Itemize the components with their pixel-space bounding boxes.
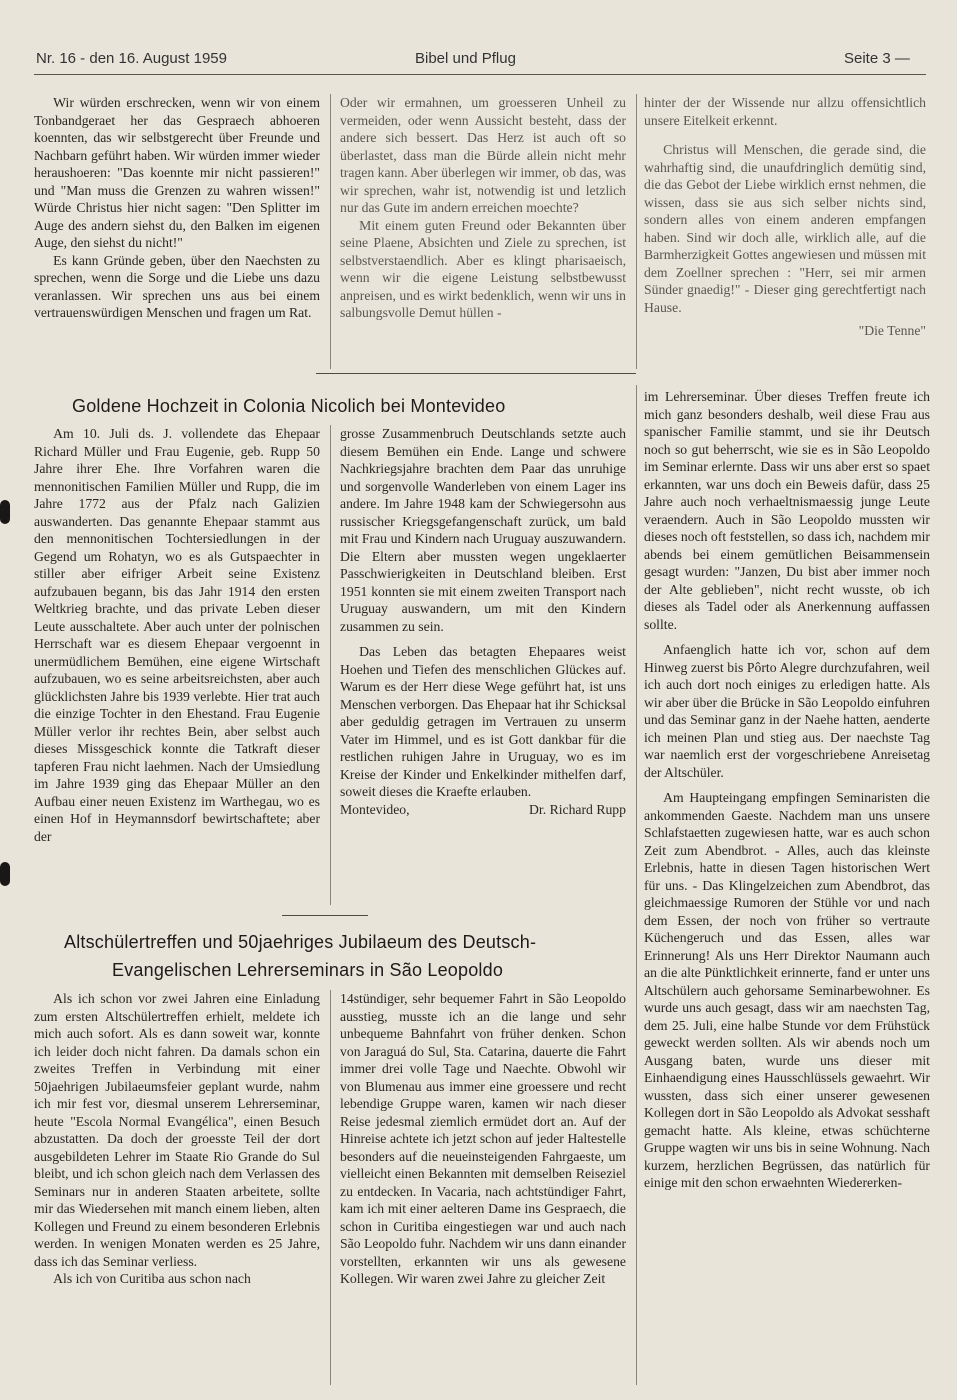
top-article-col2 — [340, 94, 626, 374]
paragraph: Es kann Gründe geben, über den Naechsten zu sprechen, wenn die Sorge und die Liebe uns dazu veranlassen. Wir sprechen uns aus bei einem vertrauenswürdigen Menschen und fragen um Rat. — [34, 252, 320, 320]
column-divider — [330, 990, 331, 1385]
article2-col1 — [34, 425, 320, 911]
article-headline-line1: Altschülertreffen und 50jaehriges Jubilaeum des Deutsch- — [64, 932, 537, 952]
paragraph: Wir würden erschrecken, wenn wir von einem Tonbandgeraet her das Gespraech abhoeren koennten, das wir selbstgerecht über Freunde und Nachbarn geführt haben. Wir würden immer wieder heraushoeren: "Das koennte mir nicht passieren!" und "Man muss die Grenzen zu wahren wissen!" Würde Christus hier nicht sagen: "Den Splitter im Auge des andern siehst du, den Balken im eigenen Auge, den siehst du nicht!" — [34, 95, 320, 250]
paragraph: Oder wir ermahnen, um groesseren Unheil zu vermeiden, oder wenn Aussicht besteht, dass der andere sich bessert. Das Herz ist auch oft so überlastet, dass man die Bürde allein nicht mehr tragen kann. Aber überlegen wir immer, ob das, was wir sprechen, wahr ist, notwendig ist und letzlich nur das Gute im andern erreichen moechte? — [340, 95, 626, 215]
paragraph: Am 10. Juli ds. J. vollendete das Ehepaar Richard Müller und Frau Eugenie, geb. Rupp 50 Jahre ihrer Ehe. Ihre Vorfahren waren die mennonitischen Familien Müller und Rupp, die im Jahre 1772 aus der Pfalz nach Galizien auswanderten. Das genannte Ehepaar stammt aus den mennonitischen Tochtersiedlungen in der Gegend um Rohatyn, wo es als Gutspaechter in stiller aber eifriger Arbeit seine Existenz aufzubauen begann, bis das Jahr 1914 den ersten Weltkrieg brachte, und das private Leben dieser Leute ausschaltete. Aber auch unter der polnischen Herrschaft war es diesem Ehepaar vergoennt in unermüdlichem Bemühen, eine eigene Wirtschaft aufzubauen, wo es seine arbeitsreichsten, aber auch glücklichsten Jahre bis 1939 verlebte. Hier trat auch die einzige Tochter in den Ehestand. Frau Eugenie Müller verlor ihr rechtes Bein, aber selbst auch dieses Missgeschick konnte die Tatkraft dieser tapferen Frau nicht laehmen. Nach der Umsiedlung im Jahre 1939 ging das Ehepaar Müller an den Aufbau einer neuen Existenz im Warthegau, wo es einen Hof in Heymannsdorf bewirtschaftete; aber der — [34, 426, 320, 844]
article3-col3 — [644, 388, 930, 1388]
top-article-col1 — [34, 94, 320, 374]
top-article-col3 — [644, 94, 926, 374]
article-separator — [282, 915, 368, 916]
paragraph: Am Haupteingang empfingen Seminaristen die ankommenden Gaeste. Nachdem man uns unsere Schlafstaetten zugewiesen hatte, war es auch schon Zeit zum Abendbrot. - Alles, auch das kleinste Erlebnis, hatte in diesen Tagen historischen Wert für uns. - Das Klingelzeichen zum Abendbrot, das gleichmaessige Rumoren der Stühle vor und nach dem Essen, der noch von früher so vertraute Küchengeruch und das Essen, alles war Erinnerung! Als uns Herr Direktor Naumann auch an die alte Pünktlichkeit erinnerte, fand er unter uns Altschülern auch gehorsame Seminarbewohner. Es wurde uns auch gesagt, dass wir am naechsten Tag, dem 25. Juli, eine halbe Stunde vor dem Frühstück geweckt werden sollten. Als wir abends noch um Ausgang baten, wurde uns dieser mit Einhaendigung eines Hausschlüssels gewaehrt. Wir wussten, dass sich einer unserer gewesenen Kollegen dort in São Leopoldo als Advokat sesshaft gemacht hatte. Als kleine, etwas schüchterne Gruppe wagten wir uns bis in seine Wohnung. Nach kurzem, herzlichen Begrüssen, das natürlich für einige mit den schon erwaehnten Wiedererken- — [644, 790, 930, 1190]
author: Dr. Richard Rupp — [529, 801, 626, 817]
column-divider — [636, 94, 637, 369]
article-headline-line2: Evangelischen Lehrerseminars in São Leopoldo — [112, 960, 504, 980]
article3-col1 — [34, 990, 320, 1390]
issue-number: Nr. 16 - den 16. August 1959 — [36, 50, 227, 67]
place: Montevideo, — [340, 801, 410, 817]
paragraph: Christus will Menschen, die gerade sind, die wahrhaftig sind, die unaufdringlich demütig sind, die das Gebot der Liebe wirklich ernst nehmen, die wissen, dass sie aus sich selber nichts sind, sondern alles von einem anderen empfangen haben. Sind wir doch alle, wirklich alle, auf die Barmherzigkeit Gottes angewiesen und müssen mit dem Zoellner sprechen : "Herr, sei mir armen Sünder gnaedig!" - Dieser ging gerechtfertigt nach Hause. — [644, 142, 926, 315]
paragraph: Mit einem guten Freund oder Bekannten über seine Plaene, Absichten und Ziele zu sprechen, ist selbstverstaendlich. Aber es klingt pharisaeisch, wenn wir die eigene Leistung selbstbewusst anpreisen, und es wirkt bedenklich, wenn wir uns in salbungsvolle Demut hüllen - — [340, 217, 626, 320]
article-separator — [316, 373, 636, 374]
paragraph: hinter der der Wissende nur allzu offensichtlich unsere Eitelkeit erkennt. — [644, 95, 926, 128]
source-credit: "Die Tenne" — [858, 323, 926, 338]
column-divider — [330, 425, 331, 905]
binder-hole — [0, 862, 10, 886]
newspaper-title: Bibel und Pflug — [415, 50, 516, 67]
article2-col2 — [340, 425, 626, 911]
header-rule — [34, 74, 926, 75]
paragraph: im Lehrerseminar. Über dieses Treffen freute ich mich ganz besonders deshalb, weil diese Frau aus spanischer Familie stammt, und sie ihr Deutsch noch so gut beherrscht, wie sie es in São Leopoldo im Seminar erlernte. Dass wir uns aber erst so spaet erkannten, war uns doch ein Beweis dafür, dass 25 Jahre auch noch verhaeltnismaessig junge Leute veraendern. Auch in São Leopoldo mussten wir dieses noch oft feststellen, so dass ich, nachdem mir abends bei einem gemütlichen Beisammensein gesagt wurden: "Janzen, Du bist aber immer noch der Alte geblieben", nicht recht wusste, ob ich dieses als Tadel oder als Anerkennung auffassen sollte. — [644, 389, 930, 632]
paragraph: Anfaenglich hatte ich vor, schon auf dem Hinweg zuerst bis Pôrto Alegre durchzufahren, weil ich auch dort noch einiges zu erledigen hatte. Als wir aber über die Brücke in São Leopoldo einfuhren und das Seminar ganz in der Naehe hatten, aenderte ich meinen Plan und stieg aus. Der naechste Tag war naemlich erst der vorgeschriebene Anreisetag der Altschüler. — [644, 642, 930, 780]
paragraph: Das Leben das betagten Ehepaares weist Hoehen und Tiefen des menschlichen Glückes auf. Warum es der Herr diese Wege geführt hat, ist uns Menschen verborgen. Das Ehepaar hat ihr Schicksal aber geduldig getragen im Vertrauen zu unserm Vater im Himmel, und es ist Gott dankbar für die restlichen ruhigen Jahre in Uruguay, wo es im Kreise der Kinder und Enkelkinder mithelfen darf, soweit dieses die Kraefte erlauben. — [340, 644, 626, 799]
column-divider — [330, 94, 331, 369]
binder-hole — [0, 500, 10, 524]
paragraph: Als ich von Curitiba aus schon nach — [53, 1271, 251, 1286]
article3-col2 — [340, 990, 626, 1390]
page-number: Seite 3 — — [844, 50, 910, 67]
signature-line — [340, 801, 626, 819]
paragraph: grosse Zusammenbruch Deutschlands setzte auch diesem Bemühen ein Ende. Lange und schwere Nachkriegsjahre brachten dem Paar das unruhige und sorgenvolle Wanderleben von einem Lager ins andere. Im Jahre 1948 kam der Schwiegersohn aus russischer Kriegsgefangenschaft zurück, um bald mit Frau und Kindern nach Uruguay auszuwandern. Die Eltern aber mussten wegen ungeklaerter Passchwierigkeiten in Deutschland bleiben. Erst 1951 konnten sie mit einem zweiten Transport nach Uruguay auswandern, um mit den Kindern zusammen zu sein. — [340, 426, 626, 634]
article-headline: Goldene Hochzeit in Colonia Nicolich bei Montevideo — [72, 396, 506, 416]
column-divider — [636, 385, 637, 1385]
paragraph: 14stündiger, sehr bequemer Fahrt in São Leopoldo ausstieg, musste ich an die lange und sehr unbequeme Bahnfahrt von früher denken. Schon von Jaraguá do Sul, Sta. Catarina, dauerte die Fahrt immer drei volle Tage und Naechte. Obwohl wir von Blumenau aus immer eine groessere und recht lebendige Gruppe waren, kamen wir nach dieser Reise jedesmal ziemlich ermüdet dort an. Auf der Hinreise achtete ich jetzt schon auf jeder Haltestelle besonders auf die neueinsteigenden Fahrgaeste, um vielleicht einen Bekannten mit demselben Reiseziel zu entdecken. In Vacaria, nach achtstündiger Fahrt, kam ich mit einer aelteren Dame ins Gespraech, die schon in Curitiba eingestiegen war und auch nach São Leopoldo fuhr. Nachdem wir uns dann einander vorstellten, erkannten wir uns als gewesene Kollegen. Wir waren zwei Jahre zu gleicher Zeit — [340, 991, 626, 1286]
paragraph: Als ich schon vor zwei Jahren eine Einladung zum ersten Altschülertreffen erhielt, meldete ich mich auch sofort. Als es dann soweit war, konnte ich leider doch nicht fahren. Da damals schon ein zweites Treffen in Verbindung mit einer 50jaehrigen Jubilaeumsfeier geplant wurde, nahm ich mir fest vor, diesmal unserem Lehrerseminar, heute "Escola Normal Evangélica", einen Besuch abzustatten. Da doch der groesste Teil der dort ausgebildeten Lehrer im Staate Rio Grande do Sul bleibt, und ich schon gleich nach dem Verlassen des Seminars nur in anderen Staaten arbeitete, sollte mir das Wiedersehen mit manch einem lieben, alten Kollegen und Freund zu einem besonderen Erlebnis werden. In wenigen Monaten werden es 25 Jahre, dass ich das Seminar verliess. — [34, 991, 320, 1269]
